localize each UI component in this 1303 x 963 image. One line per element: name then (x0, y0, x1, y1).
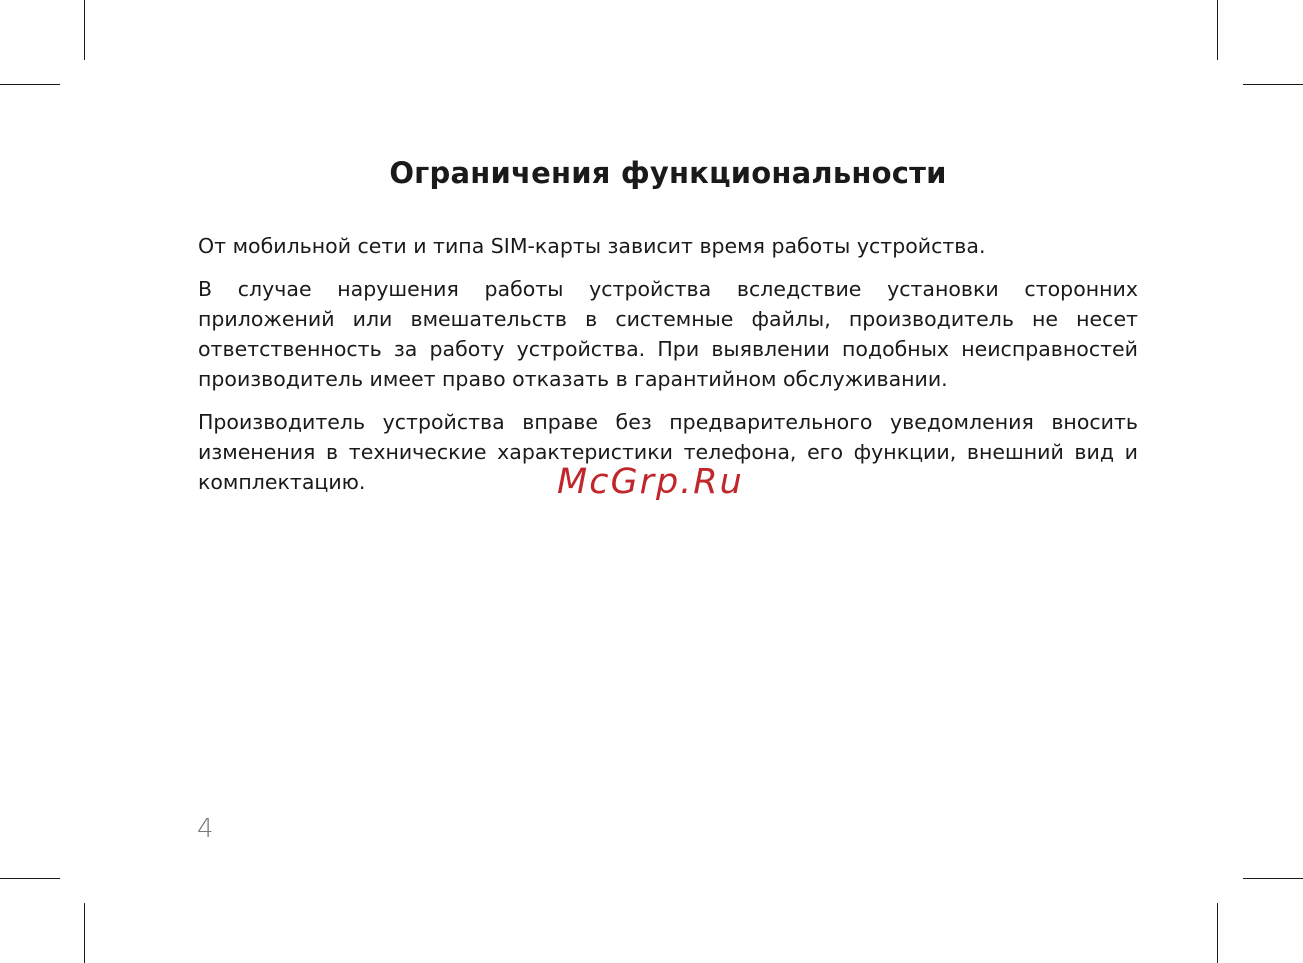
crop-mark-bottom-left-horizontal (0, 878, 60, 879)
paragraph-battery: От мобильной сети и типа SIM-карты зависит время работы устройства. (198, 234, 986, 258)
crop-mark-bottom-right-horizontal (1243, 878, 1303, 879)
crop-mark-bottom-left-vertical (84, 903, 85, 963)
crop-mark-top-left-vertical (84, 0, 85, 60)
crop-mark-top-right-vertical (1217, 0, 1218, 60)
crop-mark-top-right-horizontal (1243, 84, 1303, 85)
page-title: Ограничения функциональности (389, 156, 947, 190)
crop-mark-top-left-horizontal (0, 84, 60, 85)
page-number: 4 (197, 814, 214, 844)
watermark: McGrp.Ru (557, 462, 744, 502)
paragraph-manufacturer-changes: Производитель устройства вправе без предварительного уведомления вносить изменения в технические характеристики телефона, его функции, внешний вид и комплектацию. (198, 410, 1138, 494)
crop-mark-bottom-right-vertical (1217, 903, 1218, 963)
paragraph-third-party-apps: В случае нарушения работы устройства вследствие установки сторонних приложений или вмешательств в системные файлы, производитель не несет ответственность за работу устройства. При выявлении подобных неисправностей производитель имеет право отказать в гарантийном обслуживании. (198, 277, 1138, 391)
